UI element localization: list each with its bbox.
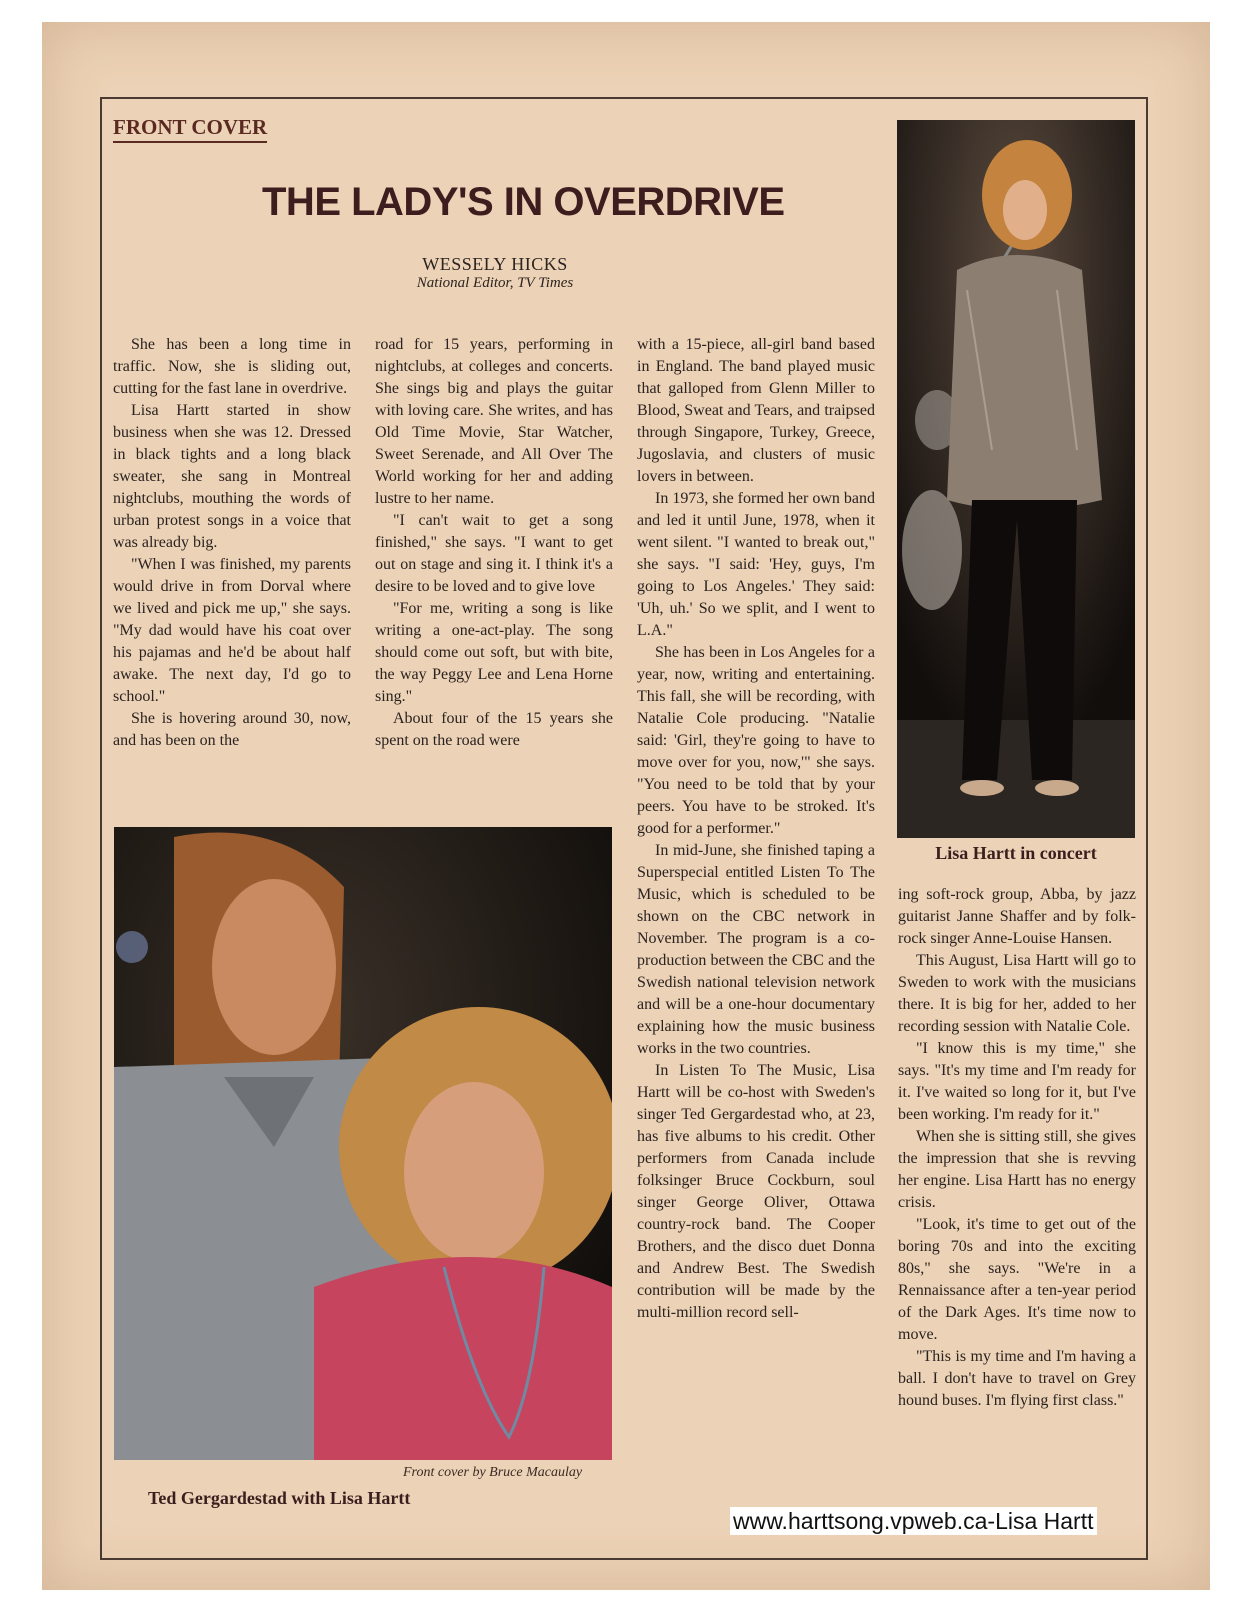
paragraph: In Listen To The Music, Lisa Hartt will be co-host with Sweden's singer Ted Gergardestad who, at 23, has five albums to his credit. Other performers from Canada include folksinger Bruce Cockburn, soul singer George Oliver, Ottawa country-rock band. The Cooper Brothers, and the disco duet Donna and Andrew Best. The Swedish contribution will be made by the multi-million record sell- — [637, 1062, 875, 1321]
concert-photo-caption: Lisa Hartt in concert — [935, 843, 1097, 863]
concert-photo-illustration — [897, 120, 1135, 838]
main-photo — [114, 827, 612, 1460]
article-column-4 — [898, 884, 1136, 1412]
website-watermark: www.harttsong.vpweb.ca-Lisa Hartt — [730, 1507, 1097, 1535]
paragraph: In mid-June, she finished taping a Superspecial entitled Listen To The Music, which is scheduled to be shown on the CBC network in November. The program is a co-production between the CBC and the Swedish national television network and will be a one-hour documentary explaining how the music business works in the two countries. — [637, 842, 875, 1057]
paragraph: with a 15-piece, all-girl band based in England. The band played music that galloped from Glenn Miller to Blood, Sweat and Tears, and traipsed through Singapore, Turkey, Greece, Jugoslavia, and clusters of music lovers in between. — [637, 336, 875, 485]
paragraph: When she is sitting still, she gives the impression that she is revving her engine. Lisa Hartt has no energy crisis. — [898, 1128, 1136, 1211]
paragraph: "Look, it's time to get out of the boring 70s and into the exciting 80s," she says. "We're in a Rennaissance after a ten-year period of the Dark Ages. It's time now to move. — [898, 1216, 1136, 1343]
article-column-1 — [113, 334, 351, 752]
main-photo-illustration — [114, 827, 612, 1460]
article-column-3 — [637, 334, 875, 1324]
paragraph: ing soft-rock group, Abba, by jazz guitarist Janne Shaffer and by folk-rock singer Anne-Louise Hansen. — [898, 886, 1136, 947]
paragraph: She is hovering around 30, now, and has been on the — [113, 710, 351, 749]
paragraph: She has been a long time in traffic. Now, she is sliding out, cutting for the fast lane in overdrive. — [113, 336, 351, 397]
photo-credit: Front cover by Bruce Macaulay — [403, 1465, 583, 1480]
concert-photo — [897, 120, 1135, 838]
paragraph: "When I was finished, my parents would drive in from Dorval where we lived and pick me up," she says. "My dad would have his coat over his pajamas and he'd be about half awake. The next day, I'd go to school." — [113, 556, 351, 705]
section-label: FRONT COVER — [113, 115, 267, 143]
article-column-2 — [375, 334, 613, 752]
paragraph: "This is my time and I'm having a ball. I don't have to travel on Grey hound buses. I'm flying first class." — [898, 1348, 1136, 1409]
paragraph: road for 15 years, performing in nightclubs, at colleges and concerts. She sings big and plays the guitar with loving care. She writes, and has Old Time Movie, Star Watcher, Sweet Serenade, and All Over The World working for her and adding lustre to her name. — [375, 336, 613, 507]
paragraph: In 1973, she formed her own band and led it until June, 1978, when it went silent. "I wanted to break out," she says. "I said: 'Hey, guys, I'm going to Los Angeles.' They said: 'Uh, uh.' So we split, and I went to L.A." — [637, 490, 875, 639]
paragraph: "I know this is my time," she says. "It's my time and I'm ready for it. I've waited so long for it, but I've been working. I'm ready for it." — [898, 1040, 1136, 1123]
paragraph: "I can't wait to get a song finished," she says. "I want to get out on stage and sing it. I think it's a desire to be loved and to give love — [375, 512, 613, 595]
paragraph: About four of the 15 years she spent on the road were — [375, 710, 613, 749]
byline — [385, 254, 605, 292]
paragraph: This August, Lisa Hartt will go to Sweden to work with the musicians there. It is big for her, added to her recording session with Natalie Cole. — [898, 952, 1136, 1035]
author-name: WESSELY HICKS — [422, 254, 568, 274]
paragraph: "For me, writing a song is like writing a one-act-play. The song should come out soft, but with bite, the way Peggy Lee and Lena Horne sing." — [375, 600, 613, 705]
author-role: National Editor, TV Times — [416, 275, 574, 291]
paragraph: She has been in Los Angeles for a year, now, writing and entertaining. This fall, she will be recording, with Natalie Cole producing. "Natalie said: 'Girl, they're going to have to move over for you, now,'" she says. "You need to be told that by your peers. You have to be stroked. It's good for a performer." — [637, 644, 875, 837]
article-headline: THE LADY'S IN OVERDRIVE — [262, 180, 785, 224]
paragraph: Lisa Hartt started in show business when she was 12. Dressed in black tights and a long black sweater, she sang in Montreal nightclubs, mouthing the words of urban protest songs in a voice that was already big. — [113, 402, 351, 551]
main-photo-caption: Ted Gergardestad with Lisa Hartt — [148, 1488, 411, 1508]
